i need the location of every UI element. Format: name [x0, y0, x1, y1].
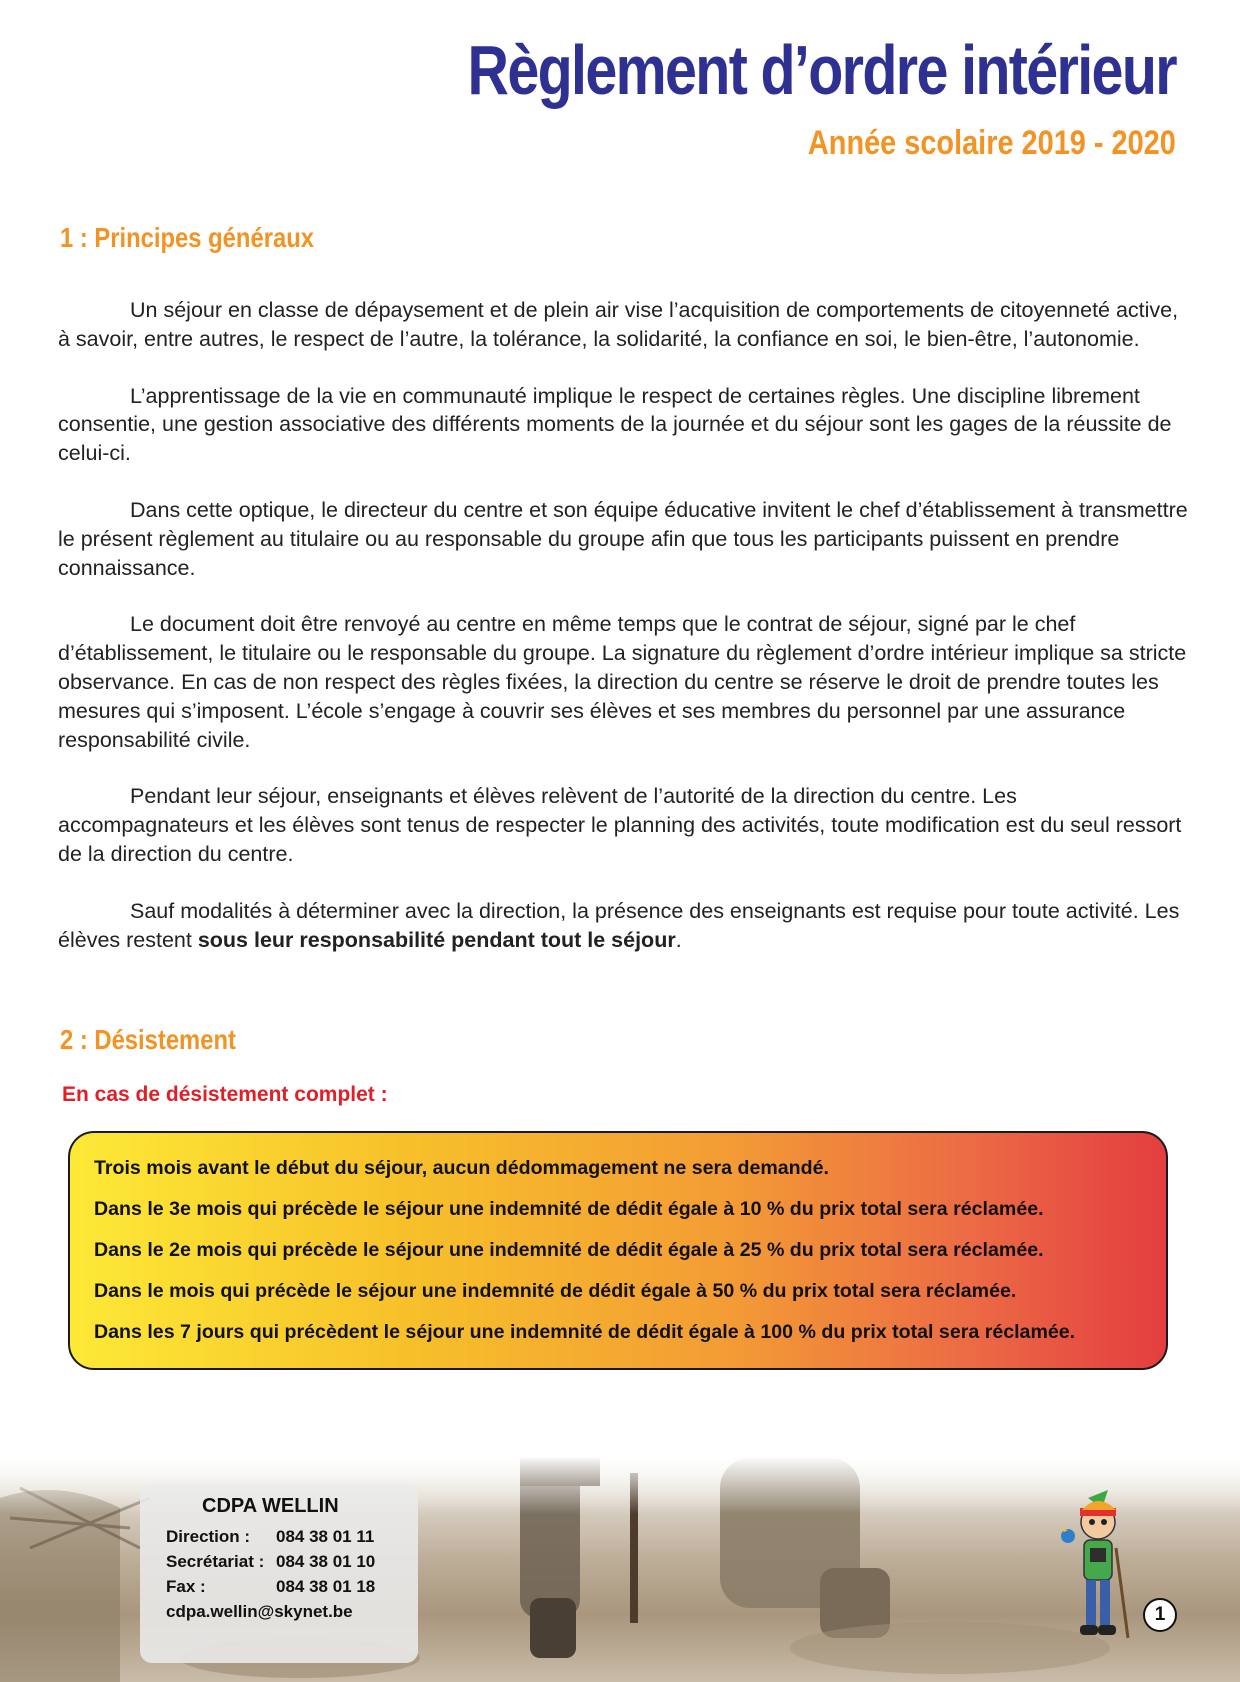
section-heading-principes: 1 : Principes généraux — [60, 222, 314, 253]
contact-card — [140, 1485, 418, 1663]
desistement-subheading: En cas de désistement complet : — [62, 1083, 388, 1106]
penalty-line: Dans les 7 jours qui précèdent le séjour une indemnité de dédit égale à 100 % du prix total sera réclamée. — [94, 1321, 1076, 1343]
fax-number: 084 38 01 18 — [276, 1577, 376, 1596]
penalty-line: Dans le mois qui précède le séjour une indemnité de dédit égale à 50 % du prix total sera réclamée. — [94, 1280, 1017, 1302]
mascot-icon — [1058, 1488, 1138, 1658]
contact-label: Secrétariat : — [166, 1552, 265, 1571]
page-number: 1 — [1143, 1598, 1177, 1632]
paragraph: Pendant leur séjour, enseignants et élèves relèvent de l’autorité de la direction du centre. Les accompagnateurs et les élèves sont tenus de respecter le planning des activités, toute modification est du seul ressort de la direction du centre. — [58, 784, 1182, 866]
organization-name: CDPA WELLIN — [202, 1495, 339, 1517]
contact-label: Fax : — [166, 1577, 206, 1596]
contact-direction — [166, 1524, 418, 1549]
penalty-line: Dans le 2e mois qui précède le séjour une indemnité de dédit égale à 25 % du prix total sera réclamée. — [94, 1239, 1044, 1261]
contact-email: cdpa.wellin@skynet.be — [166, 1602, 353, 1621]
contact-fax — [166, 1574, 418, 1599]
school-year-subtitle: Année scolaire 2019 - 2020 — [808, 124, 1176, 162]
contact-label: Direction : — [166, 1527, 251, 1546]
paragraph-text: Sauf modalités à déterminer avec la direction, la présence des enseignants est requise pour toute activité. Les élèves restent — [58, 898, 1180, 952]
paragraph: Dans cette optique, le directeur du centre et son équipe éducative invitent le chef d’établissement à transmettre le présent règlement au titulaire ou au responsable du groupe afin que tous les participants puissent en prendre connaissance. — [58, 497, 1188, 580]
penalty-line: Trois mois avant le début du séjour, aucun dédommagement ne sera demandé. — [94, 1157, 829, 1179]
paragraph: L’apprentissage de la vie en communauté implique le respect de certaines règles. Une discipline librement consentie, une gestion associative des différents moments de la journée et du séjour sont les gages de la réussite de celui-ci. — [58, 383, 1172, 466]
principes-body — [58, 296, 1188, 982]
paragraph: Le document doit être renvoyé au centre en même temps que le contrat de séjour, signé par le chef d’établissement, le titulaire ou le responsable du groupe. La signature du règlement d’ordre intérieur implique sa stricte observance. En cas de non respect des règles fixées, la direction du centre se réserve le droit de prendre toutes les mesures qui s’imposent. L’école s’engage à couvrir ses élèves et ses membres du personnel par une assurance responsabilité civile. — [58, 612, 1187, 752]
paragraph-responsabilite — [58, 897, 1188, 955]
paragraph: Un séjour en classe de dépaysement et de plein air vise l’acquisition de comportements de citoyenneté active, à savoir, entre autres, le respect de l’autre, la tolérance, la solidarité, la confiance en soi, le bien-être, l’autonomie. — [58, 298, 1179, 351]
paragraph-text-end: . — [675, 927, 682, 952]
paragraph-emphasis: sous leur responsabilité pendant tout le séjour — [197, 927, 676, 952]
footer-banner — [0, 1458, 1240, 1682]
penalty-box — [68, 1131, 1168, 1370]
section-heading-desistement: 2 : Désistement — [60, 1024, 236, 1055]
contact-secretariat — [166, 1549, 418, 1574]
page-title: Règlement d’ordre intérieur — [467, 31, 1176, 109]
penalty-line: Dans le 3e mois qui précède le séjour une indemnité de dédit égale à 10 % du prix total sera réclamée. — [94, 1198, 1044, 1220]
phone-number: 084 38 01 10 — [276, 1552, 376, 1571]
phone-number: 084 38 01 11 — [276, 1527, 375, 1546]
